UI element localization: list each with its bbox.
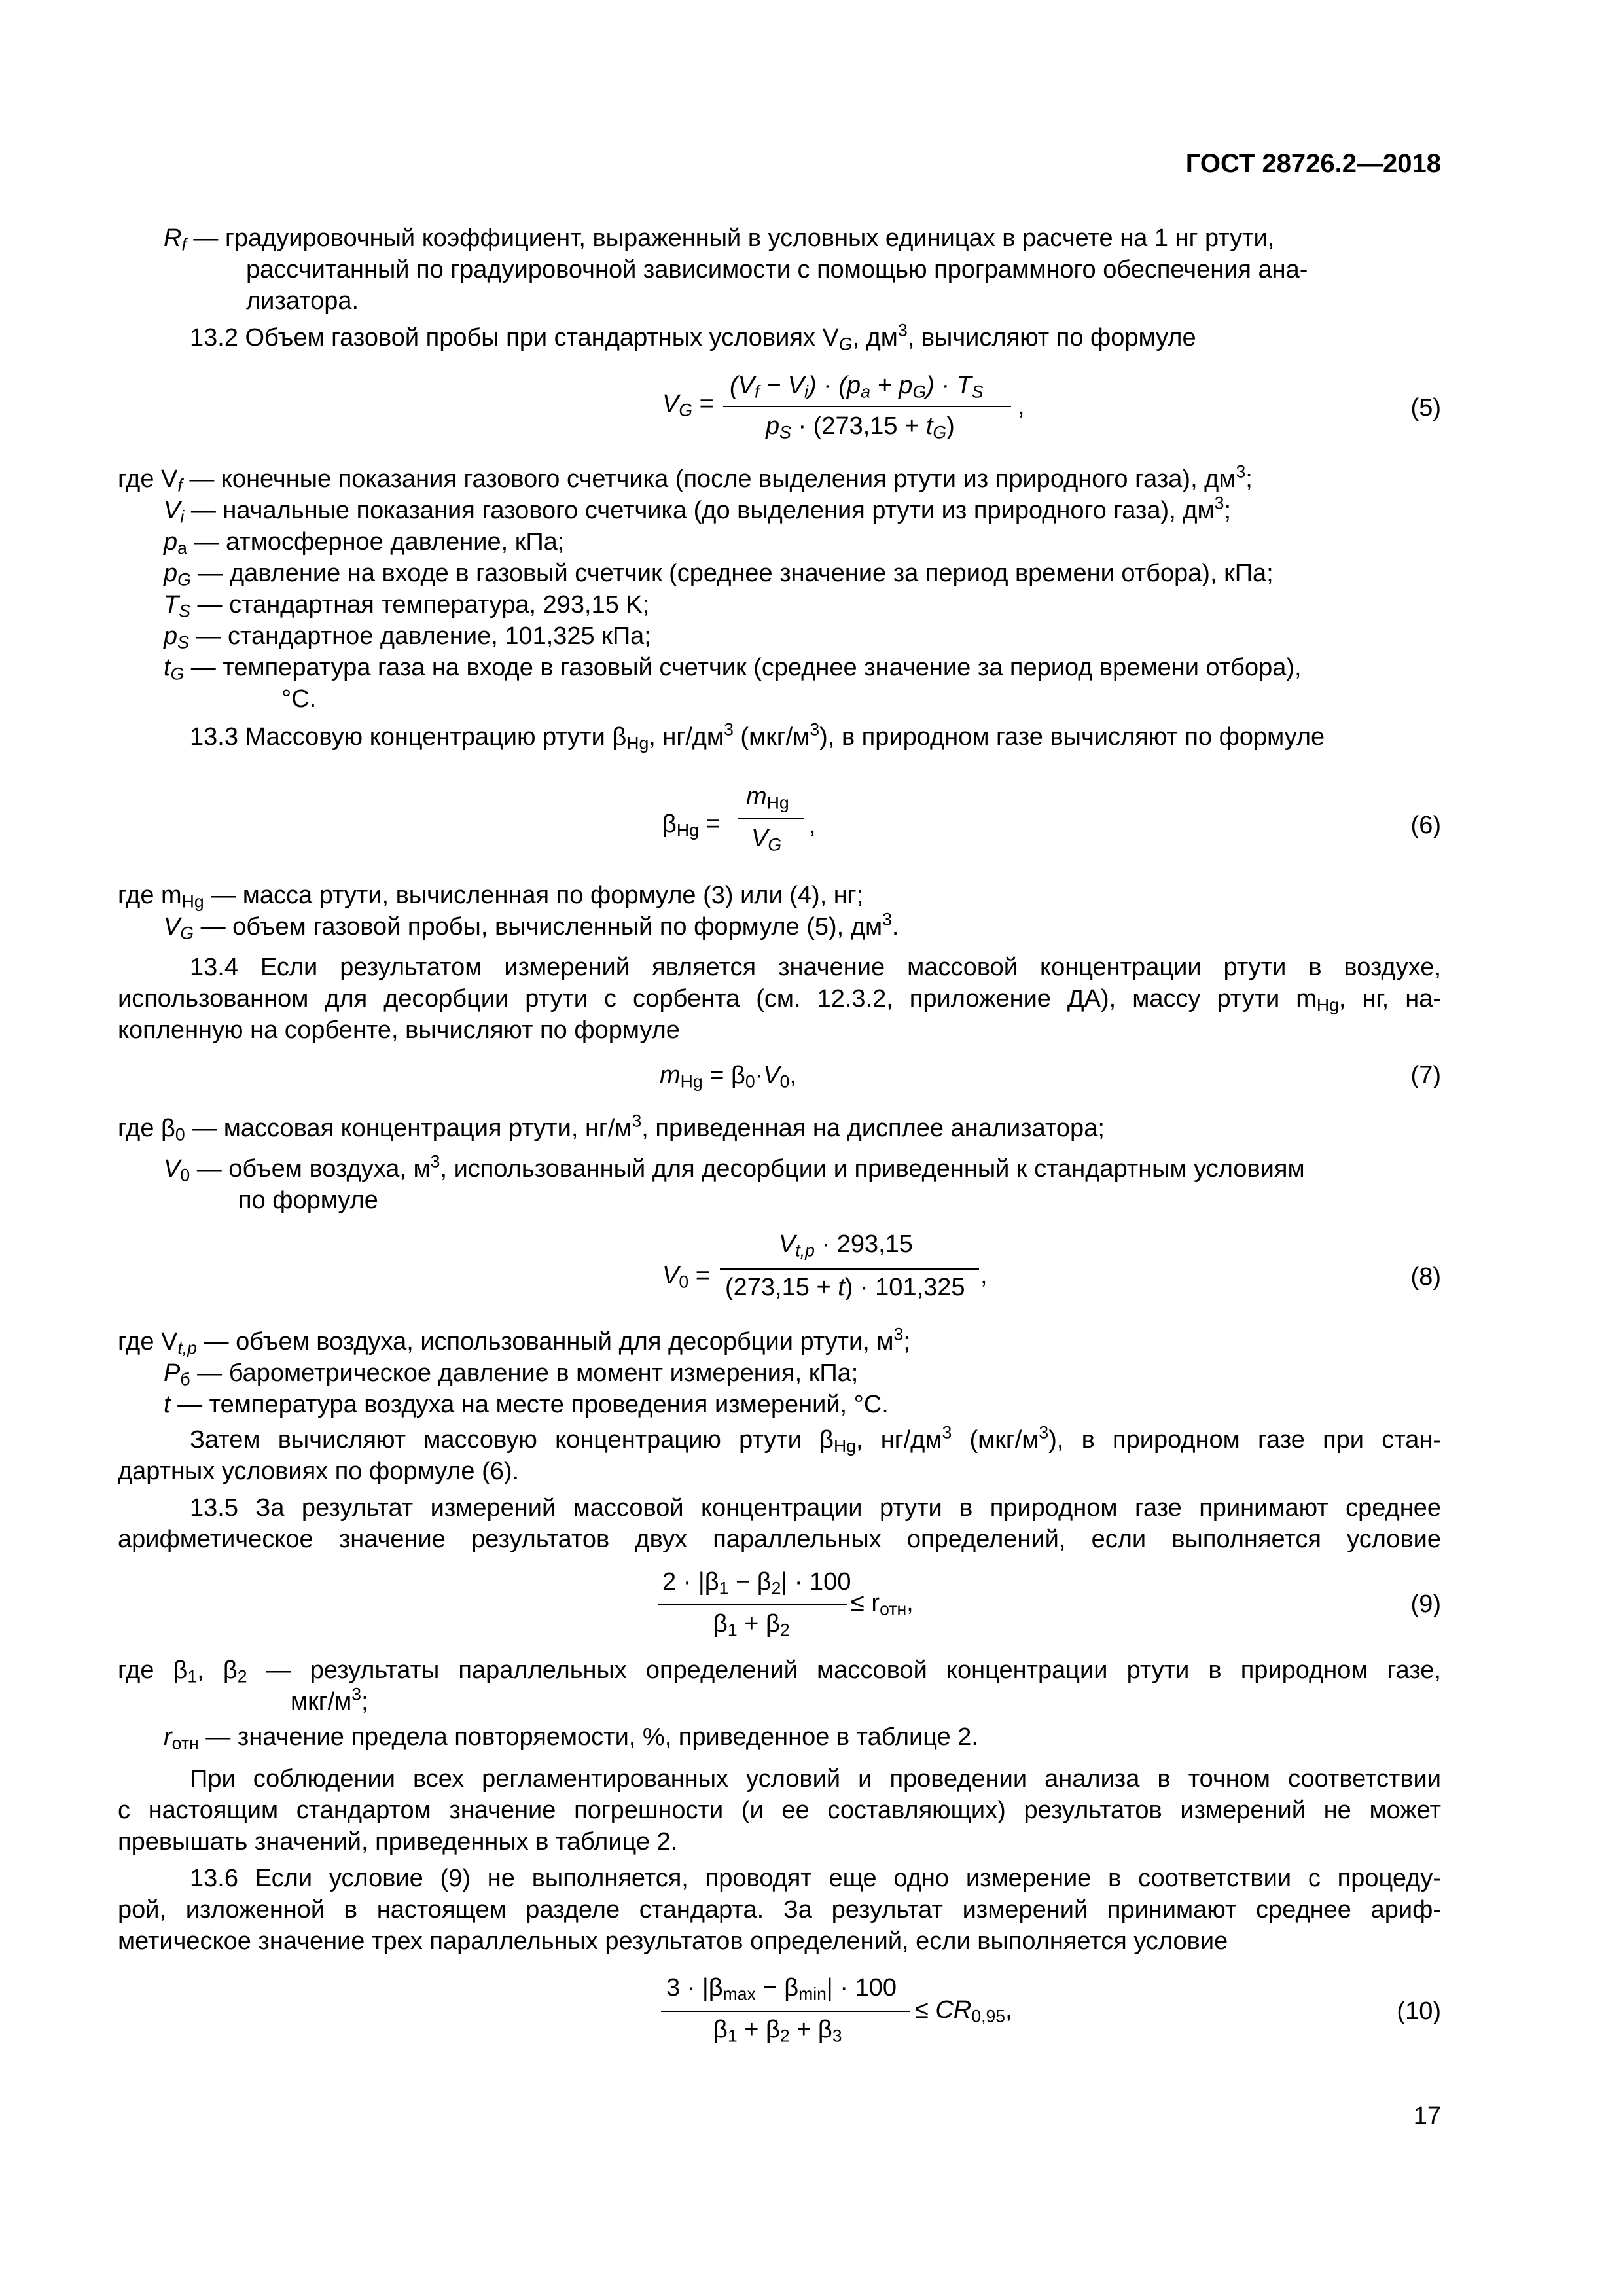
where-beta0: где $\beta_0$ — массовая концентрация ртути, $нг/м^3$, приведенная на дисплее анализатора; — [118, 1111, 1105, 1145]
where-vi: $V_i$ — начальные показания газового счетчика (до выделения ртути из природного газа), $дм^3$; — [164, 493, 1231, 527]
rf-definition-line1: $R_f$ — градуировочный коэффициент, выраженный в условных единицах в расчете на 1 нг ртути, — [164, 224, 1275, 255]
para-13-3: 13.3 Массовую концентрацию ртути $\beta_{Hg}$, $нг/дм^3$ $(мкг/м^3)$, в природном газе вычисляют по формуле — [190, 719, 1325, 753]
para-13-4-line2: использованном для десорбции ртути с сорбента (см. 12.3.2, приложение ДА), массу ртути $m_{Hg}$, нг, на- — [118, 985, 1441, 1015]
rf-definition-line2: рассчитанный по градуировочной зависимости с помощью программного обеспечения ана- — [246, 256, 1308, 283]
where-ts: $T_S$ — стандартная температура, 293,15 K; — [164, 591, 650, 621]
page-number: 17 — [1413, 2102, 1441, 2130]
where-pa: $p_a$ — атмосферное давление, кПа; — [164, 528, 565, 558]
eq5-number: (5) — [1410, 394, 1441, 422]
eq8-number: (8) — [1410, 1263, 1441, 1291]
where-v0-cont: по формуле — [238, 1187, 378, 1214]
where-mhg: где $m_{Hg}$ — масса ртути, вычисленная по формуле (3) или (4), нг; — [118, 882, 864, 912]
where-ps: $p_S$ — стандартное давление, 101,325 кПа; — [164, 622, 651, 653]
rf-definition-line3: лизатора. — [246, 287, 359, 315]
para-obs-line2: с настоящим стандартом значение погрешности (и ее составляющих) результатов измерений не может — [118, 1797, 1441, 1824]
where-v0: $V_0$ — объем воздуха, $м^3$, использованный для десорбции и приведенный к стандартным условиям — [164, 1151, 1305, 1185]
eq6-number: (6) — [1410, 812, 1441, 839]
eq10-number: (10) — [1397, 1998, 1441, 2025]
para-13-6-line1: 13.6 Если условие (9) не выполняется, проводят еще одно измерение в соответствии с процеду- — [190, 1865, 1441, 1892]
eq5-denominator: $p_S \cdot (273,15 + t_G)$ — [766, 412, 955, 442]
para-then-line2: дартных условиях по формуле (6). — [118, 1458, 520, 1485]
para-13-4-line1: 13.4 Если результатом измерений является значение массовой концентрации ртути в воздухе, — [190, 954, 1441, 981]
para-13-5-line2: арифметическое значение результатов двух параллельных определений, если выполняется условие — [118, 1526, 1441, 1553]
where-pg: $p_G$ — давление на входе в газовый счетчик (среднее значение за период времени отбора), кПа; — [164, 560, 1274, 590]
eq9-number: (9) — [1410, 1590, 1441, 1618]
para-13-4-line3: копленную на сорбенте, вычисляют по формуле — [118, 1016, 680, 1044]
where-pb: $P_б$ — барометрическое давление в момент измерения, кПа; — [164, 1359, 859, 1390]
para-13-6-line2: рой, изложенной в настоящем разделе стандарта. За результат измерений принимают среднее ариф- — [118, 1896, 1441, 1924]
para-obs-line1: При соблюдении всех регламентированных условий и проведении анализа в точном соответствии — [190, 1765, 1441, 1793]
where-vtp: где $V_{t,p}$ — объем воздуха, использованный для десорбции ртути, $м^3$; — [118, 1324, 910, 1358]
where-t: t — температура воздуха на месте проведения измерений, °C. — [164, 1391, 889, 1418]
where-tg-cont: °C. — [281, 685, 317, 713]
para-obs-line3: превышать значений, приведенных в таблице 2. — [118, 1828, 678, 1856]
where-beta12: где $\beta_1$, $\beta_2$ — результаты параллельных определений массовой концентрации ртути в природном газе, — [118, 1657, 1441, 1687]
where-vf: где $V_f$ — конечные показания газового счетчика (после выделения ртути из природного газа), $дм^3$; — [118, 461, 1253, 495]
para-13-6-line3: метическое значение трех параллельных результатов определений, если выполняется условие — [118, 1928, 1228, 1955]
para-13-2: 13.2 Объем газовой пробы при стандартных условиях $V_G$, $дм^3$, вычисляют по формуле — [190, 320, 1196, 354]
document-header: ГОСТ 28726.2—2018 — [1185, 149, 1441, 178]
eq7-number: (7) — [1410, 1062, 1441, 1089]
where-beta12-cont: мкг/$м^3$; — [291, 1684, 368, 1715]
where-vg: $V_G$ — объем газовой пробы, вычисленный по формуле (5), $дм^3$. — [164, 909, 899, 943]
eq5-lhs: $V_G$ = — [662, 390, 714, 420]
where-rotn: $r_{отн}$ — значение предела повторяемости, %, приведенное в таблице 2. — [164, 1723, 978, 1753]
where-tg: $t_G$ — температура газа на входе в газовый счетчик (среднее значение за период времени отбора), — [164, 654, 1302, 684]
para-then-line1: Затем вычисляют массовую концентрацию ртути $\beta_{Hg}$, $нг/дм^3$ $(мкг/м^3)$, в природном газе при стан- — [190, 1422, 1441, 1456]
eq5-numerator: $(V_f - V_i) \cdot (p_a + p_G) \cdot T_S$ — [730, 372, 984, 402]
para-13-5-line1: 13.5 За результат измерений массовой концентрации ртути в природном газе принимают среднее — [190, 1494, 1441, 1522]
